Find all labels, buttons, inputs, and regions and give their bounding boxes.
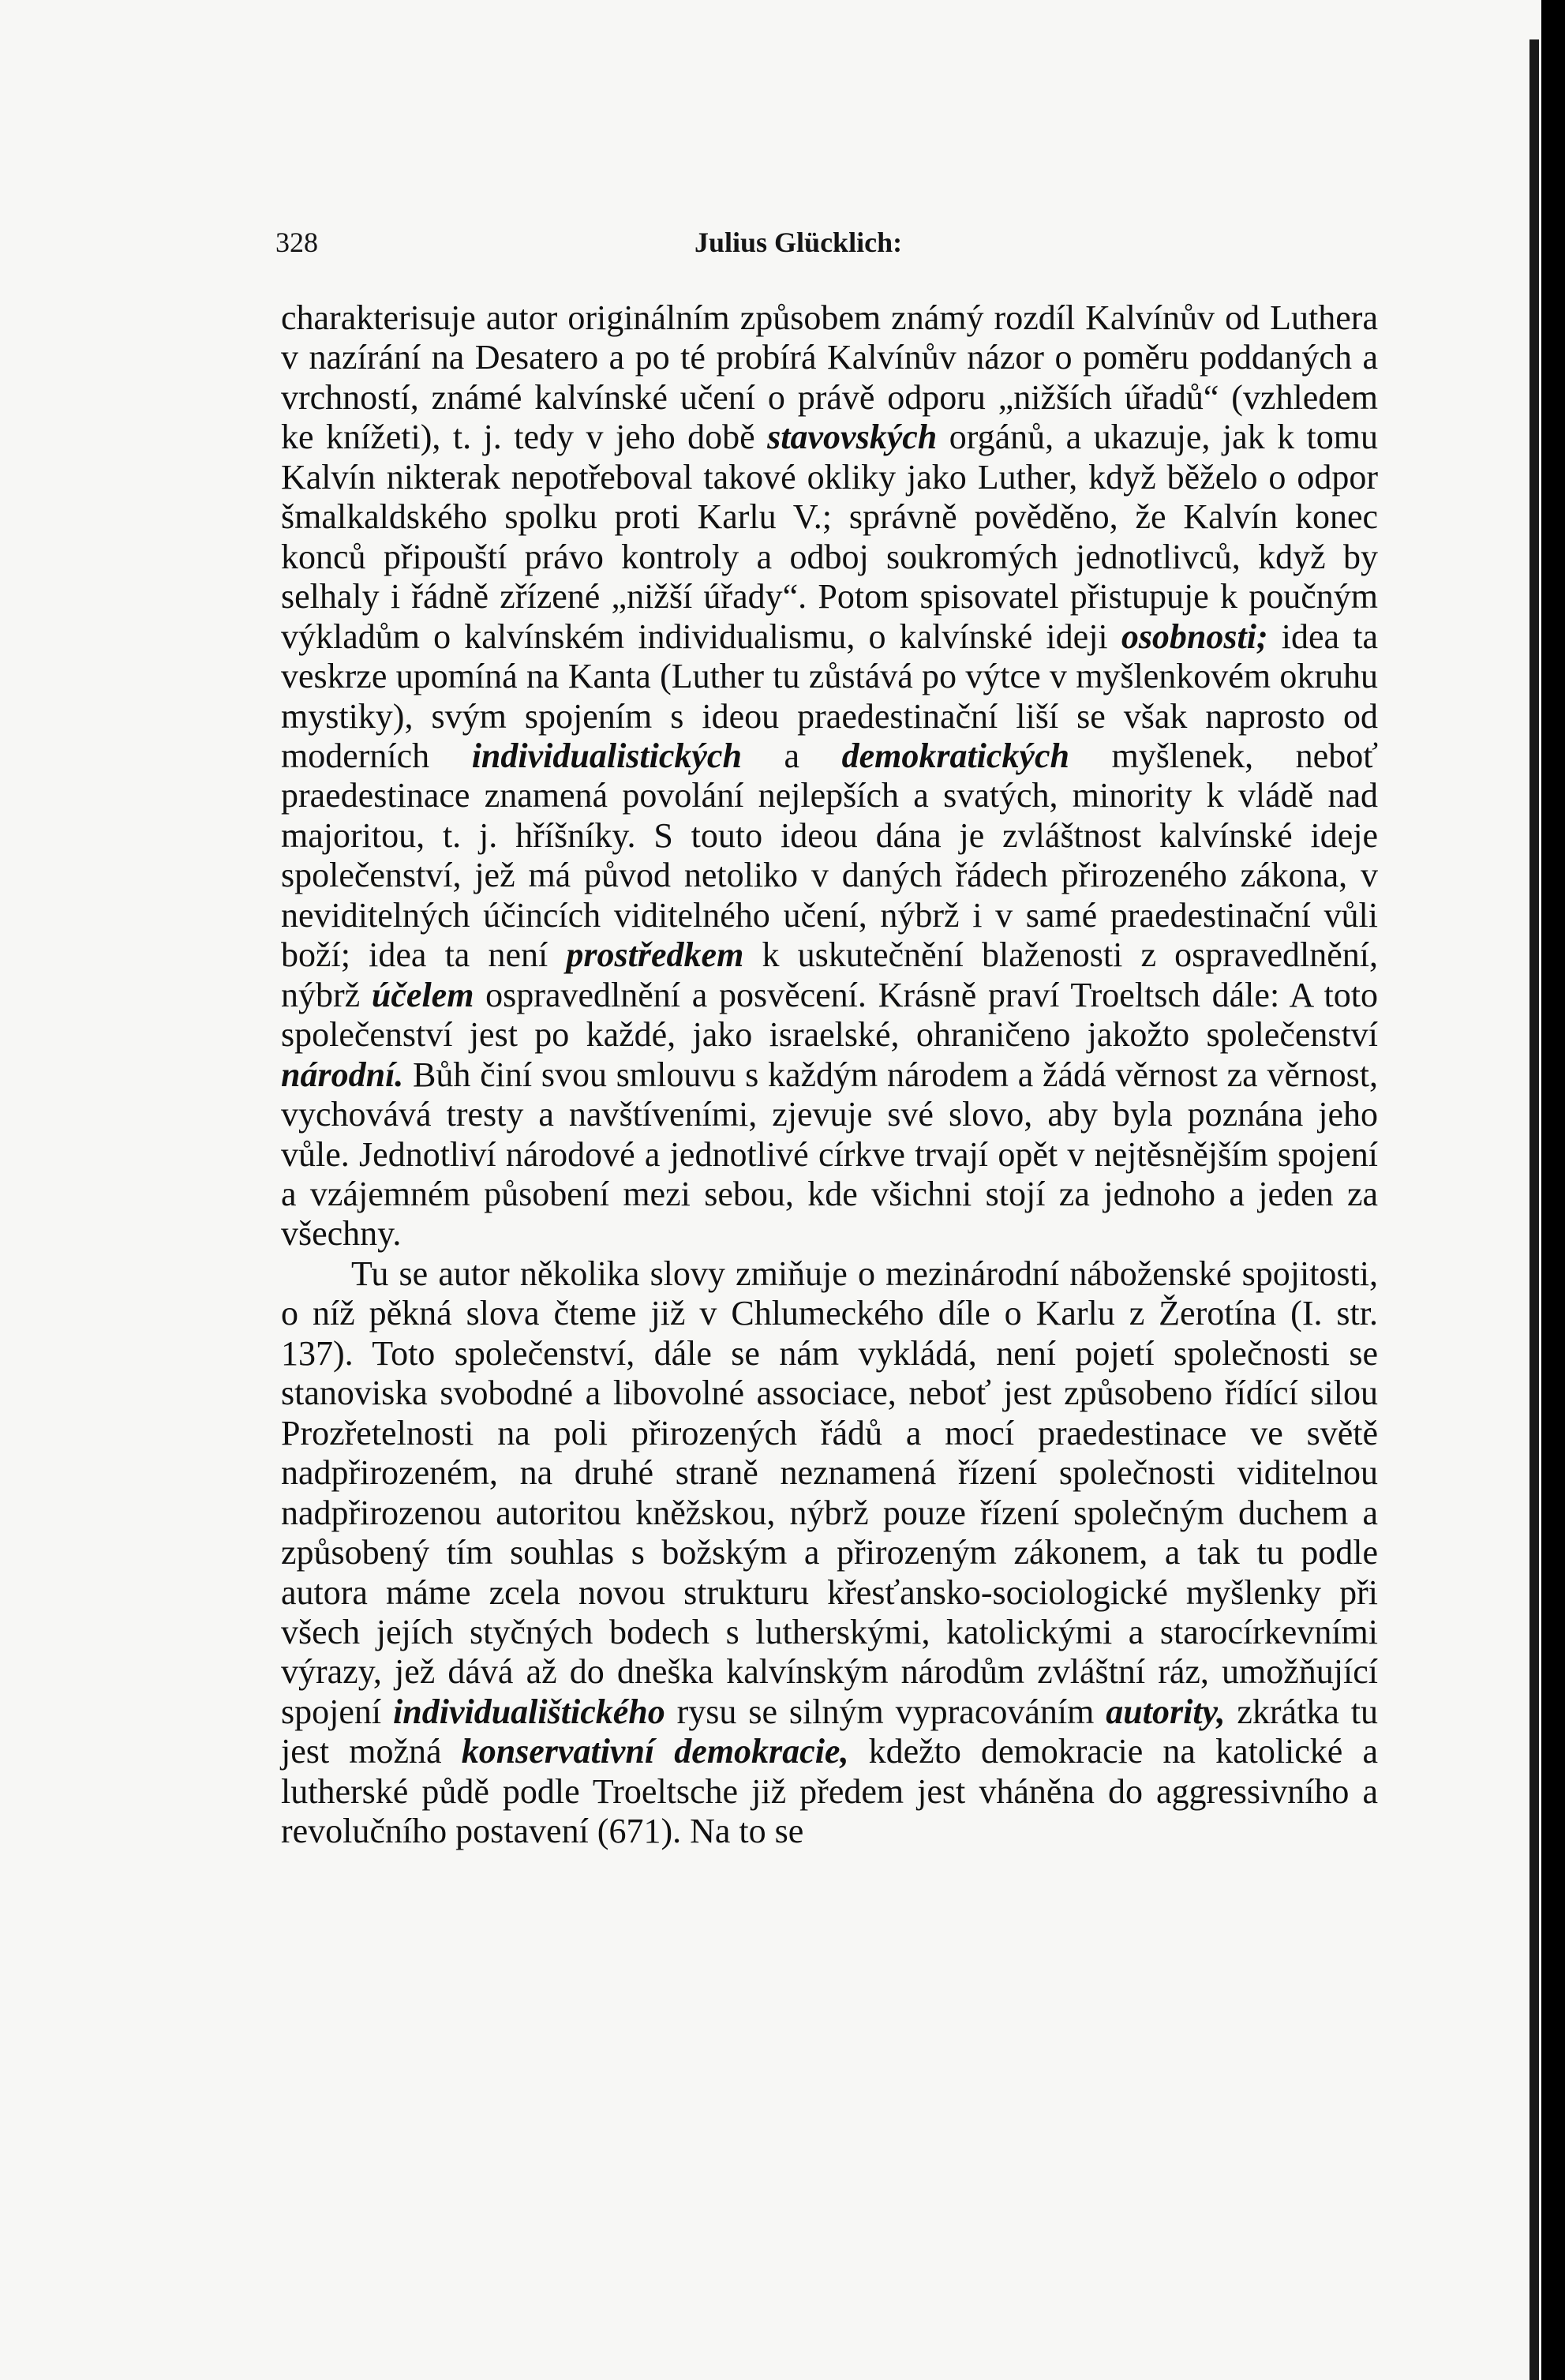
emphasis: autority, bbox=[1106, 1692, 1226, 1731]
page-edge-shadow bbox=[1529, 39, 1539, 2380]
emphasis: osobnosti; bbox=[1121, 617, 1268, 656]
text-run: orgánů, a ukazuje, jak k tomu Kalvín nikterak nepotřeboval takové okliky jako Luther, když běželo o odpor šmalkaldského spolku proti Karlu V.; správně pověděno, že Kalvín konec konců připouští právo kontroly a odboj soukromých jednotlivců, když by selhaly i řádně zřízené „nižší úřady“. Potom spisovatel přistupuje k poučným výkladům o kalvínském individualismu, o kalvínské ideji bbox=[281, 418, 1378, 656]
page-number: 328 bbox=[275, 227, 318, 258]
scan-border bbox=[1541, 0, 1565, 2380]
text-run: myšlenek, neboť praedestinace znamená povolání nejlepších a svatých, minority k vládě nad majoritou, t. j. hříšníky. S touto ideou dána je zvláštnost kalvínské ideje společenství, jež má původ netoliko v daných řádech přirozeného zákona, v neviditelných účincích viditelného učení, nýbrž i v samé praedestinační vůli boží; idea ta není bbox=[281, 736, 1378, 975]
emphasis: konservativní demokracie, bbox=[461, 1732, 849, 1771]
text-run: idea ta veskrze upomíná na Kanta (Luther tu zůstává po výtce v myšlenkovém okruhu mystiky), svým spojením s ideou praedestinační liší se však naprosto od moderních bbox=[281, 617, 1379, 775]
emphasis: individualistických bbox=[471, 736, 742, 775]
text-run: kdežto demokracie na katolické a lutherské půdě podle Troeltsche již předem jest vháněna do aggressivního a revolučního postavení (671). Na to se bbox=[281, 1732, 1379, 1851]
emphasis: individualištického bbox=[393, 1692, 665, 1731]
body-text bbox=[281, 298, 1378, 1852]
running-title: Julius Glücklich: bbox=[695, 227, 903, 258]
text-run: ospravedlnění a posvěcení. Krásně praví Troeltsch dále: A toto společenství jest po každé, jako israelské, ohraničeno jakožto společenství bbox=[281, 975, 1378, 1055]
emphasis: stavovských bbox=[767, 418, 938, 457]
text-run: k uskutečnění blaženosti z ospravedlnění, nýbrž bbox=[281, 935, 1378, 1014]
paragraph-2 bbox=[281, 1254, 1378, 1852]
emphasis: účelem bbox=[371, 975, 474, 1014]
text-run: Tu se autor několika slovy zmiňuje o mezinárodní náboženské spojitosti, o níž pěkná slova čteme již v Chlumeckého díle o Karlu z Žerotína (I. str. 137). Toto společenství, dále se nám vykládá, není pojetí společnosti se stanoviska svobodné a libovolné associace, neboť jest způsobeno řídící silou Prozřetelnosti na poli přirozených řádů a mocí praedestinace ve světě nadpřirozeném, na druhé straně neznamená řízení společnosti viditelnou nadpřirozenou autoritou kněžskou, nýbrž pouze řízení společným duchem a způsobený tím souhlas s božským a přirozeným zákonem, a tak tu podle autora máme zcela novou strukturu křesťansko-sociologické myšlenky při všech jejích styčných bodech s lutherskými, katolickými a starocírkevními výrazy, jež dává až do dneška kalvínským národům zvláštní ráz, umožňující spojení bbox=[281, 1254, 1378, 1731]
text-run: zkrátka tu jest možná bbox=[281, 1692, 1378, 1771]
text-run: charakterisuje autor originálním způsobem známý rozdíl Kalvínův od Luthera v nazírání na Desatero a po té probírá Kalvínův názor o poměru poddaných a vrchností, známé kalvínské učení o právě odporu „nižších úřadů“ (vzhledem ke knížeti), t. j. tedy v jeho době bbox=[281, 298, 1378, 457]
emphasis: národní. bbox=[281, 1055, 404, 1094]
text-run: Bůh činí svou smlouvu s každým národem a žádá věrnost za věrnost, vychovává tresty a navštíveními, zjevuje své slovo, aby byla poznána jeho vůle. Jednotliví národové a jednotlivé církve trvají opět v nejtěsnějším spojení a vzájemném působení mezi sebou, kde všichni stojí za jednoho a jeden za všechny. bbox=[281, 1055, 1378, 1254]
emphasis: prostředkem bbox=[566, 935, 744, 975]
text-run: a bbox=[741, 736, 842, 775]
emphasis: demokratických bbox=[841, 736, 1069, 775]
text-run: rysu se silným vypracováním bbox=[665, 1692, 1106, 1731]
paragraph-1 bbox=[281, 298, 1378, 1254]
running-head bbox=[275, 226, 1380, 273]
